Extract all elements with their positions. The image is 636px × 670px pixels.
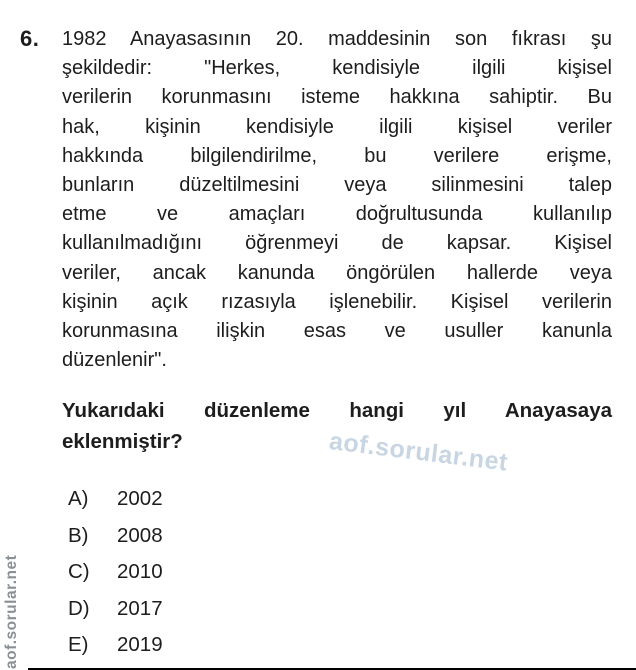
question-text-line: hakkında bilgilendirilme, bu verilere erişme,: [62, 144, 612, 167]
answer-option-letter: A): [68, 487, 89, 511]
question-text-line: 1982 Anayasasının 20. maddesinin son fıkrası şu: [62, 28, 612, 50]
answer-option[interactable]: [68, 554, 612, 591]
answer-option[interactable]: [68, 481, 612, 518]
question-prompt-line: Yukarıdaki düzenleme hangi yıl Anayasaya: [62, 399, 612, 423]
question-text-line: bunların düzeltilmesini veya silinmesini talep: [62, 174, 612, 197]
question-text-line: verilerin korunmasını isteme hakkına sahiptir. Bu: [62, 86, 612, 109]
question-text-line: kişinin açık rızasıyla işlenebilir. Kişisel verilerin: [62, 290, 612, 313]
answer-option-letter: E): [68, 633, 89, 657]
question-paragraph: [62, 25, 612, 375]
answer-option[interactable]: [68, 591, 612, 628]
question-prompt: [62, 395, 612, 457]
question-body: [62, 25, 612, 664]
question-text-line: düzenlenir".: [62, 349, 167, 372]
question-text-line: etme ve amaçları doğrultusunda kullanılıp: [62, 203, 612, 226]
question-text-line: veriler, ancak kanunda öngörülen hallerde veya: [62, 261, 612, 284]
answer-option-text: 2008: [117, 523, 163, 547]
answer-option[interactable]: [68, 518, 612, 555]
watermark-horizontal: aof.sorular.net: [327, 427, 510, 477]
question-text-line: korunmasına ilişkin esas ve usuller kanunla: [62, 320, 612, 343]
question-number: 6.: [20, 26, 40, 51]
answer-option-letter: D): [68, 596, 90, 620]
question-text-line: şekildedir: "Herkes, kendisiyle ilgili kişisel: [62, 57, 612, 80]
answer-options-list: [62, 481, 612, 664]
question-prompt-line: eklenmiştir?: [62, 430, 183, 454]
answer-option-text: 2017: [117, 596, 163, 620]
answer-option-text: 2019: [117, 633, 163, 657]
answer-option-text: 2002: [117, 487, 163, 511]
answer-option-letter: B): [68, 523, 89, 547]
answer-option-letter: C): [68, 560, 90, 584]
answer-option-text: 2010: [117, 560, 163, 584]
question-text-line: kullanılmadığını öğrenmeyi de kapsar. Kişisel: [62, 232, 612, 255]
watermark-vertical: aof.sorular.net: [3, 554, 20, 669]
question-text-line: hak, kişinin kendisiyle ilgili kişisel veriler: [62, 115, 612, 138]
answer-option[interactable]: [68, 627, 612, 664]
